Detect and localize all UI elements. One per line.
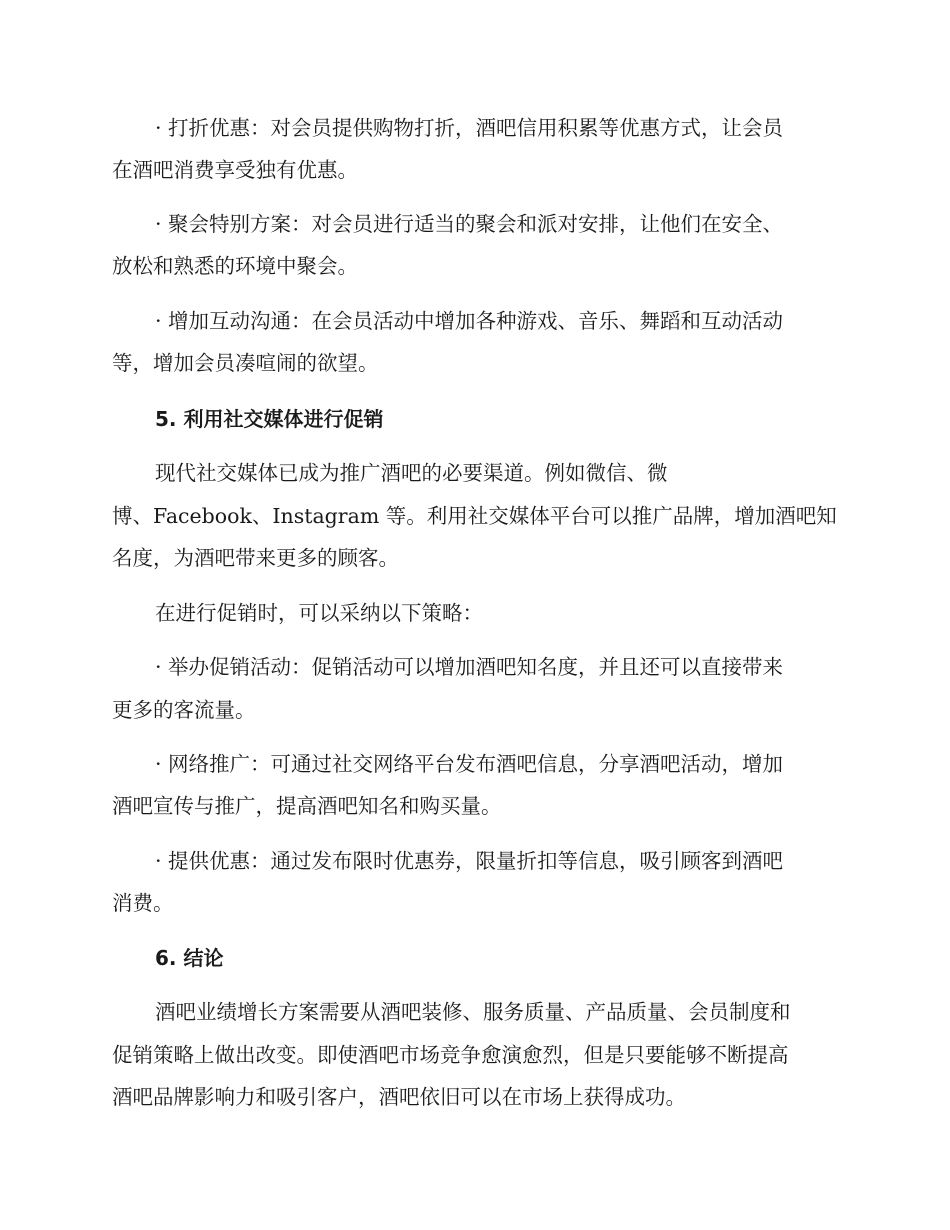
bullet-line: · 提供优惠：通过发布限时优惠券，限量折扣等信息，吸引顾客到酒吧: [155, 849, 784, 873]
bullet-line: · 网络推广：可通过社交网络平台发布酒吧信息，分享酒吧活动，增加: [155, 752, 784, 776]
bullet-line: 在酒吧消费享受独有优惠。: [112, 158, 358, 182]
bullet-line: · 举办促销活动：促销活动可以增加酒吧知名度，并且还可以直接带来: [155, 655, 784, 679]
bullet-line: 酒吧宣传与推广，提高酒吧知名和购买量。: [112, 794, 502, 818]
paragraph-line: 博、Facebook、Instagram 等。利用社交媒体平台可以推广品牌，增加酒吧知: [112, 504, 837, 528]
paragraph-line: 在进行促销时，可以采纳以下策略：: [155, 601, 483, 625]
paragraph-line: 酒吧业绩增长方案需要从酒吧装修、服务质量、产品质量、会员制度和: [155, 1000, 791, 1024]
bullet-line: 更多的客流量。: [112, 698, 256, 722]
section-heading: 6. 结论: [155, 946, 224, 970]
paragraph-line: 名度，为酒吧带来更多的顾客。: [112, 546, 399, 570]
bullet-line: · 打折优惠：对会员提供购物打折，酒吧信用积累等优惠方式，让会员: [155, 116, 784, 140]
bullet-line: 放松和熟悉的环境中聚会。: [112, 254, 358, 278]
section-heading: 5. 利用社交媒体进行促销: [155, 407, 384, 431]
paragraph-line: 促销策略上做出改变。即使酒吧市场竞争愈演愈烈，但是只要能够不断提高: [112, 1043, 789, 1067]
bullet-line: · 增加互动沟通：在会员活动中增加各种游戏、音乐、舞蹈和互动活动: [155, 309, 784, 333]
paragraph-line: 酒吧品牌影响力和吸引客户，酒吧依旧可以在市场上获得成功。: [112, 1085, 686, 1109]
bullet-line: 等，增加会员凑喧闹的欲望。: [112, 351, 379, 375]
paragraph-line: 现代社交媒体已成为推广酒吧的必要渠道。例如微信、微: [155, 461, 668, 485]
bullet-line: 消费。: [112, 891, 174, 915]
bullet-line: · 聚会特别方案：对会员进行适当的聚会和派对安排，让他们在安全、: [155, 212, 784, 236]
